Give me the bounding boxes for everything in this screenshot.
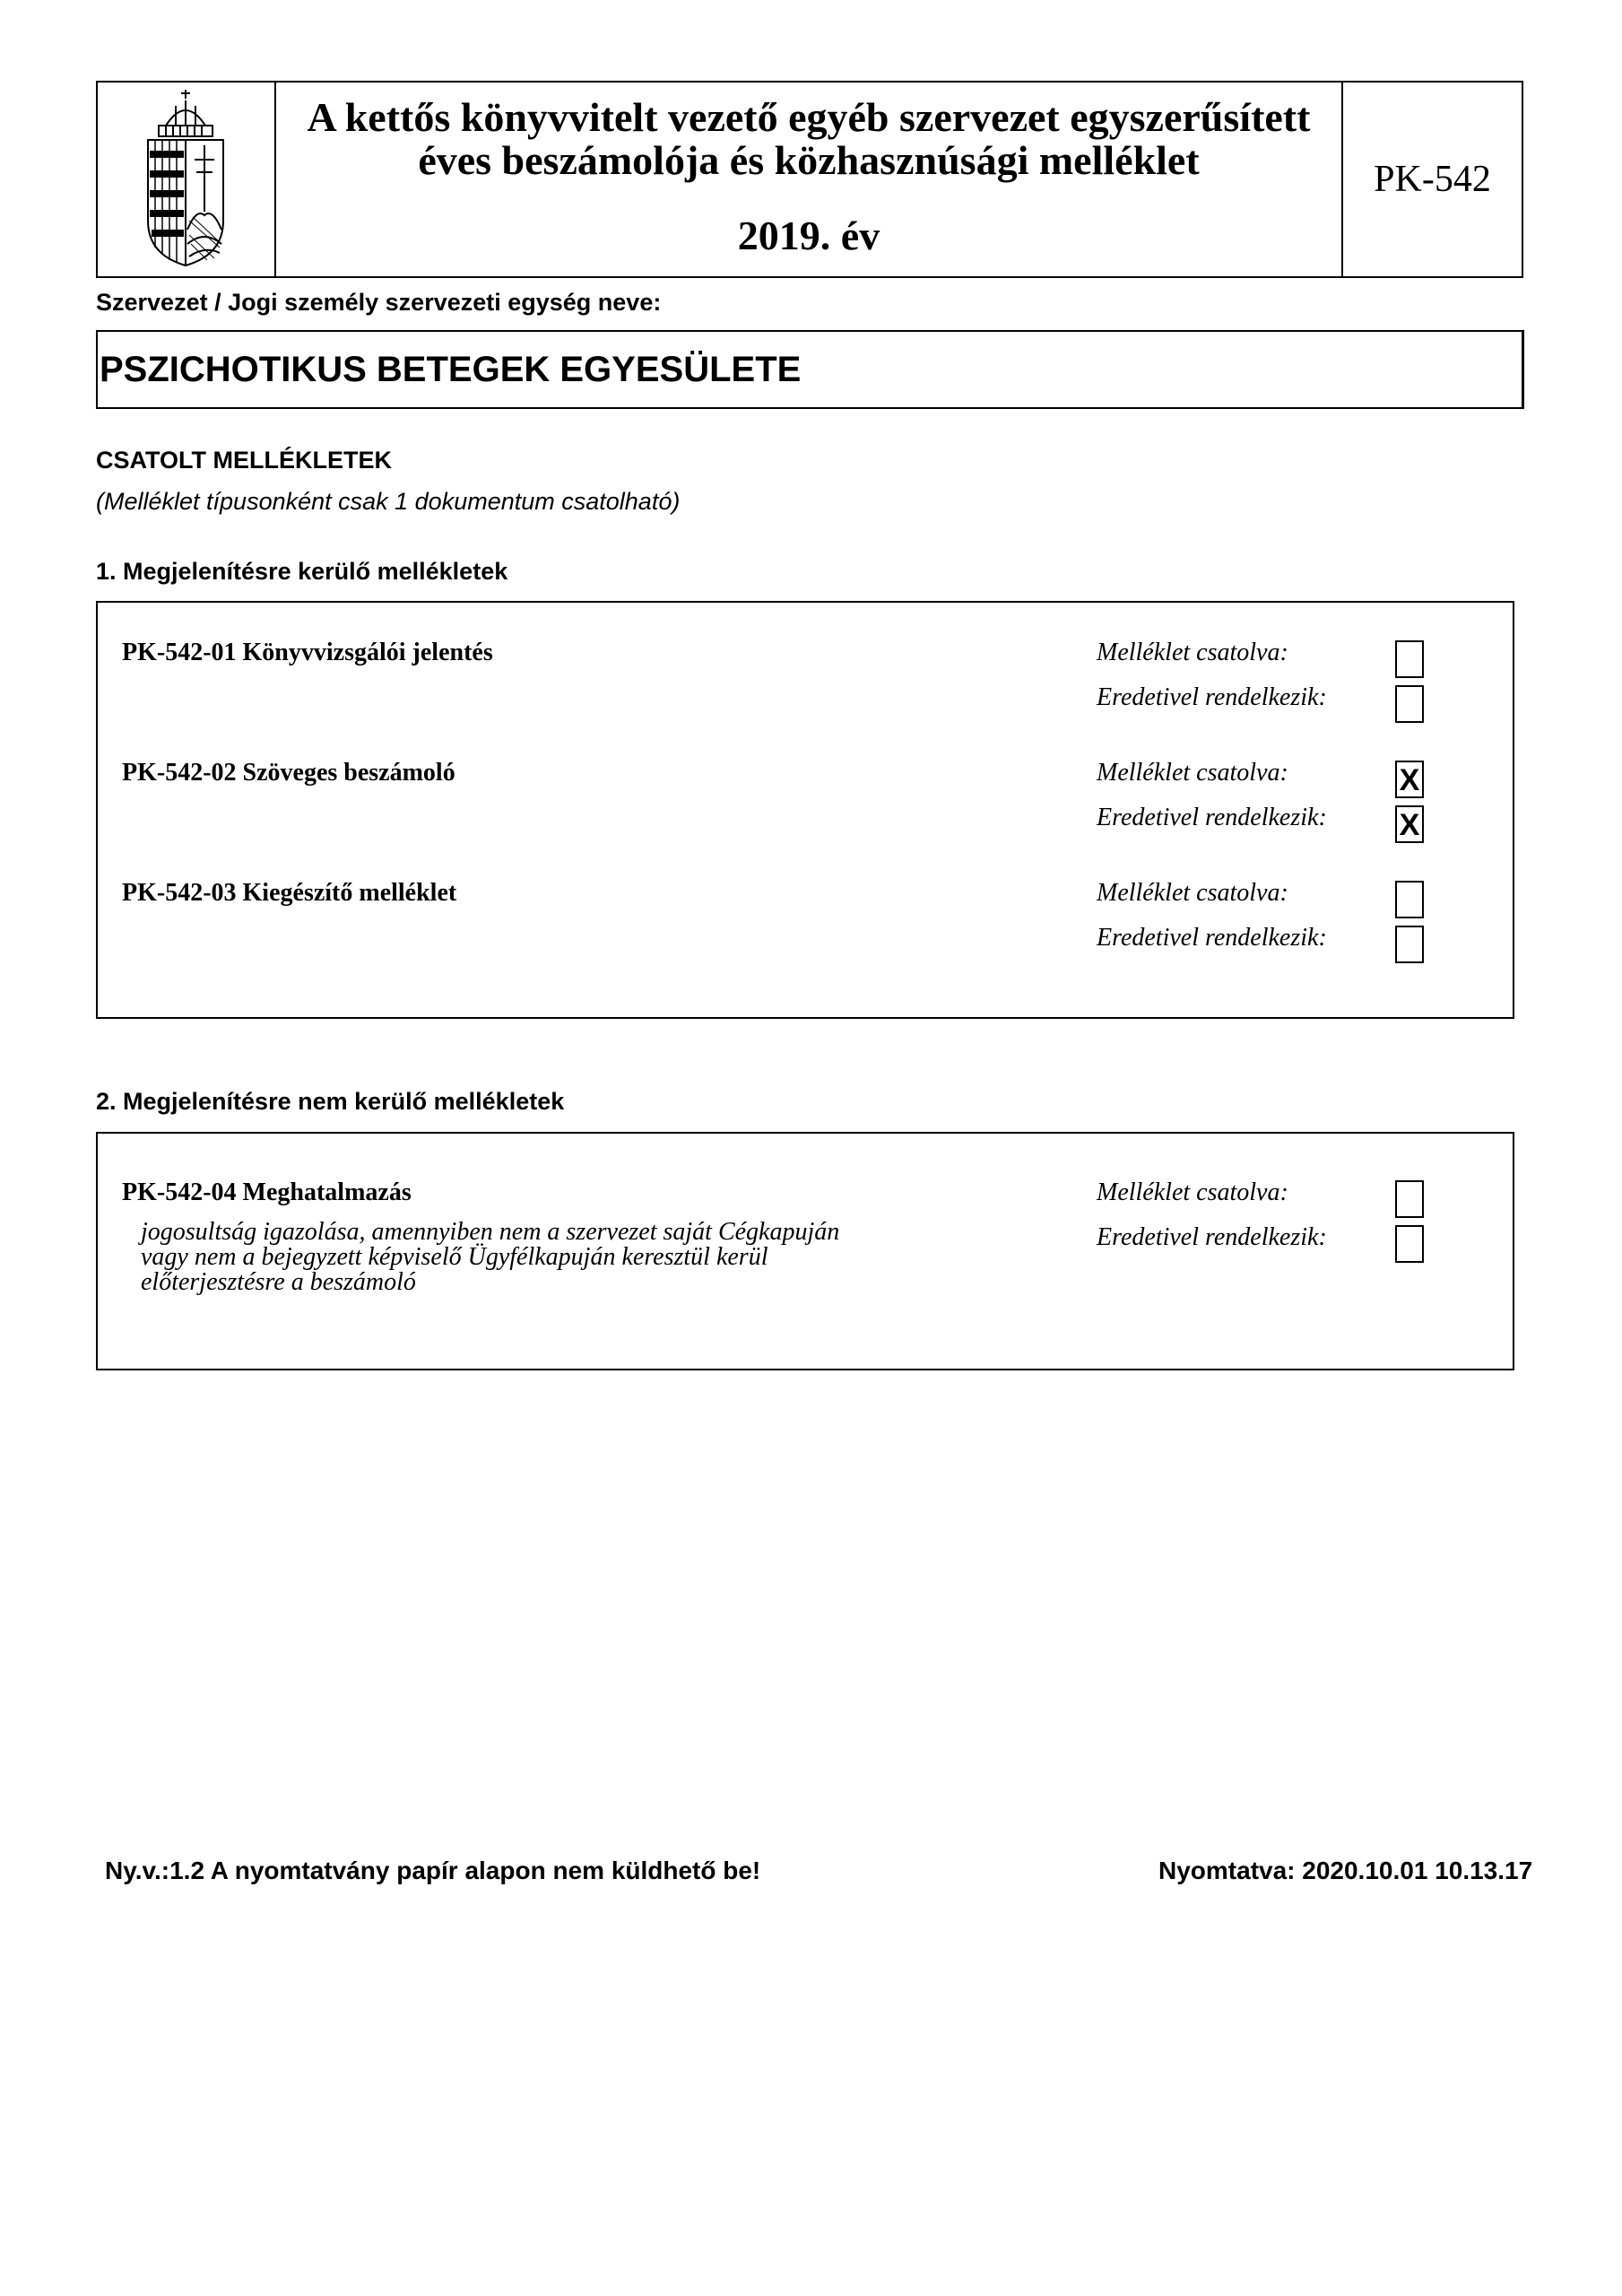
attached-label: Melléklet csatolva:: [1097, 879, 1288, 907]
original-label: Eredetivel rendelkezik:: [1097, 924, 1327, 952]
attachments-note: (Melléklet típusonként csak 1 dokumentum csatolható): [96, 488, 681, 515]
attached-checkbox[interactable]: [1395, 640, 1424, 678]
original-checkbox[interactable]: [1395, 805, 1424, 843]
original-label: Eredetivel rendelkezik:: [1097, 1223, 1327, 1251]
form-code: PK-542: [1374, 159, 1491, 200]
checkbox-mark: [1397, 1227, 1422, 1261]
attached-label: Melléklet csatolva:: [1097, 639, 1288, 666]
footer-print-timestamp: Nyomtatva: 2020.10.01 10.13.17: [1158, 1857, 1533, 1884]
original-checkbox[interactable]: [1395, 926, 1424, 963]
title-cell: [276, 83, 1343, 276]
attached-checkbox[interactable]: [1395, 1180, 1424, 1218]
organization-box-right-edge: [1522, 330, 1524, 409]
attachment-item-title: PK-542-04 Meghatalmazás: [122, 1178, 412, 1206]
organization-name: PSZICHOTIKUS BETEGEK EGYESÜLETE: [100, 350, 802, 389]
attached-label: Melléklet csatolva:: [1097, 1178, 1288, 1206]
original-label: Eredetivel rendelkezik:: [1097, 804, 1327, 831]
section-1-title: 1. Megjelenítésre kerülő mellékletek: [96, 558, 508, 585]
form-code-cell: [1343, 83, 1522, 276]
attachment-item-title: PK-542-01 Könyvvizsgálói jelentés: [122, 639, 493, 666]
form-title-line-1: A kettős könyvvitelt vezető egyéb szervezet egyszerűsített: [307, 94, 1311, 140]
original-checkbox[interactable]: [1395, 685, 1424, 723]
checkbox-mark: [1397, 1182, 1422, 1216]
attachment-description-line: jogosultság igazolása, amennyiben nem a szervezet saját Cégkapuján: [141, 1218, 840, 1246]
attachment-description-line: előterjesztésre a beszámoló: [141, 1268, 416, 1296]
attachments-heading: CSATOLT MELLÉKLETEK: [96, 447, 392, 474]
checkbox-mark: [1397, 927, 1422, 961]
original-checkbox[interactable]: [1395, 1225, 1424, 1263]
attached-checkbox[interactable]: [1395, 761, 1424, 798]
form-year: 2019. év: [737, 213, 880, 258]
attachment-description-line: vagy nem a bejegyzett képviselő Ügyfélkapuján keresztül kerül: [141, 1243, 768, 1271]
checkbox-mark: [1397, 642, 1422, 676]
hungarian-coat-of-arms-icon: [139, 86, 232, 269]
section-2-title: 2. Megjelenítésre nem kerülő mellékletek: [96, 1088, 565, 1115]
checkbox-mark: X: [1399, 808, 1420, 842]
form-header: [96, 81, 1523, 278]
footer-version-notice: Ny.v.:1.2 A nyomtatvány papír alapon nem küldhető be!: [105, 1857, 761, 1884]
attached-label: Melléklet csatolva:: [1097, 759, 1288, 787]
checkbox-mark: [1397, 883, 1422, 917]
attachment-item-title: PK-542-03 Kiegészítő melléklet: [122, 879, 457, 907]
original-label: Eredetivel rendelkezik:: [1097, 683, 1327, 711]
organization-label: Szervezet / Jogi személy szervezeti egység neve:: [96, 289, 662, 316]
attachment-item-title: PK-542-02 Szöveges beszámoló: [122, 759, 455, 787]
logo-cell: [98, 83, 276, 276]
checkbox-mark: [1397, 687, 1422, 721]
form-title-line-2: éves beszámolója és közhasznúsági melléklet: [418, 137, 1200, 183]
attached-checkbox[interactable]: [1395, 881, 1424, 918]
checkbox-mark: X: [1399, 763, 1420, 797]
